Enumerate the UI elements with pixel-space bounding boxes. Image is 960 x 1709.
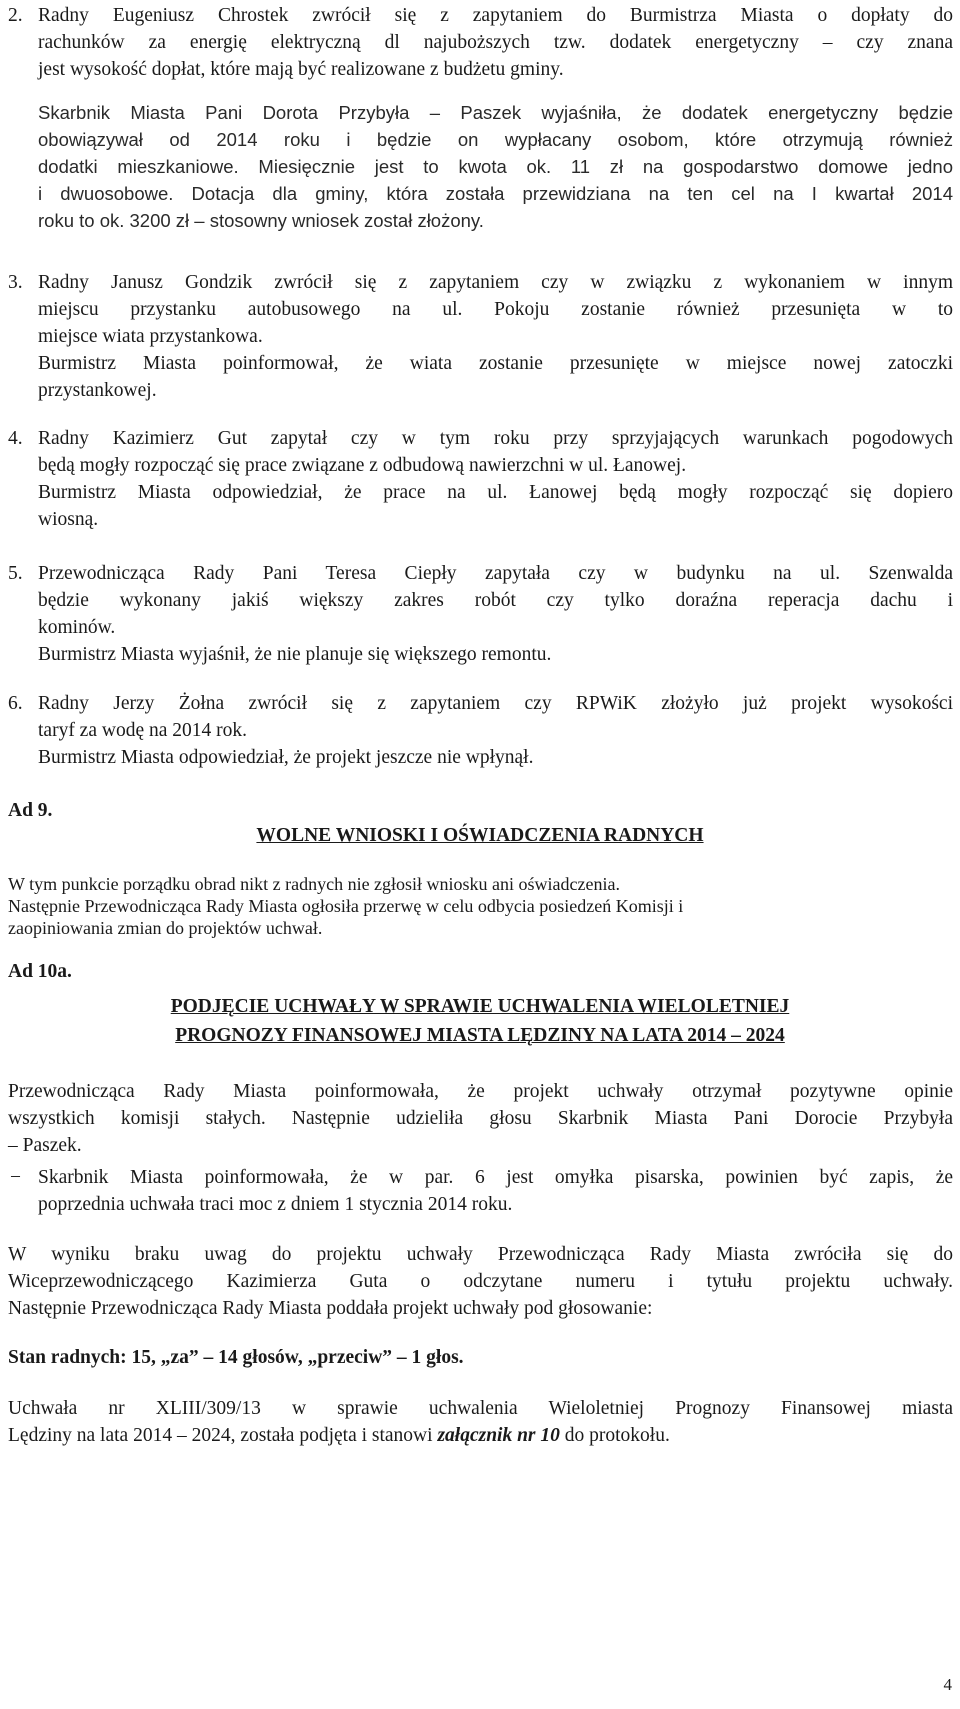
item-number: 6. [8, 693, 23, 714]
attachment-reference: załącznik nr 10 [437, 1425, 560, 1446]
question-paragraph [38, 425, 953, 533]
body-paragraph [8, 873, 948, 939]
text-line: kominów. [38, 617, 116, 638]
section-heading: WOLNE WNIOSKI I OŚWIADCZENIA RADNYCH [256, 825, 704, 846]
text-line: Uchwała nr XLIII/309/13 w sprawie uchwalenia Wieloletniej Prognozy Finansowej miasta [8, 1398, 953, 1419]
resolution-text: do protokołu. [559, 1425, 670, 1446]
text-line: rachunków za energię elektryczną dl najuboższych tzw. dodatek energetyczny – czy znana [38, 32, 953, 53]
question-paragraph [38, 269, 953, 404]
text-line [8, 1422, 953, 1449]
section-label: Ad 10a. [8, 961, 72, 982]
vote-result: Stan radnych: 15, „za” – 14 głosów, „przeciw” – 1 głos. [8, 1347, 464, 1368]
resolution-paragraph [8, 1395, 953, 1449]
item-number: 5. [8, 563, 23, 584]
text-line: taryf za wodę na 2014 rok. [38, 720, 248, 741]
bullet-dash: − [10, 1167, 21, 1188]
text-line: dodatki mieszkaniowe. Miesięcznie jest to kwota ok. 11 zł na gospodarstwo domowe jedno [38, 156, 953, 177]
text-line: Następnie Przewodnicząca Rady Miasta ogłosiła przerwę w celu odbycia posiedzeń Komisji i [8, 896, 684, 916]
text-line: Skarbnik Miasta Pani Dorota Przybyła – Paszek wyjaśniła, że dodatek energetyczny będzie [38, 102, 953, 123]
text-line: jest wysokość dopłat, które mają być realizowane z budżetu gminy. [38, 59, 564, 80]
text-line: Przewodnicząca Rady Pani Teresa Ciepły zapytała czy w budynku na ul. Szenwalda [38, 563, 953, 584]
text-line: W tym punkcie porządku obrad nikt z radnych nie zgłosił wniosku ani oświadczenia. [8, 874, 620, 894]
text-line: Wiceprzewodniczącego Kazimierza Guta o odczytane numeru i tytułu projektu uchwały. [8, 1271, 953, 1292]
text-line: Radny Eugeniusz Chrostek zwrócił się z zapytaniem do Burmistrza Miasta o dopłaty do [38, 5, 953, 26]
text-line: i dwuosobowe. Dotacja dla gminy, która została przewidziana na ten cel na I kwartał 2014 [38, 183, 953, 204]
text-line: Radny Janusz Gondzik zwrócił się z zapytaniem czy w związku z wykonaniem w innym [38, 272, 953, 293]
page-number: 4 [943, 1675, 952, 1694]
section-heading: PODJĘCIE UCHWAŁY W SPRAWIE UCHWALENIA WIELOLETNIEJ [170, 996, 790, 1017]
text-line: miejsce wiata przystankowa. [38, 326, 263, 347]
item-number: 2. [8, 5, 23, 26]
text-line: Przewodnicząca Rady Miasta poinformowała, że projekt uchwały otrzymał pozytywne opinie [8, 1081, 953, 1102]
item-number: 4. [8, 428, 23, 449]
bullet-paragraph [38, 1164, 953, 1218]
text-line: Burmistrz Miasta odpowiedział, że prace na ul. Łanowej będą mogły rozpocząć się dopiero [38, 482, 953, 503]
text-line: – Paszek. [8, 1135, 82, 1156]
text-line: obowiązywał od 2014 roku i będzie on wypłacany osobom, które otrzymują również [38, 129, 953, 150]
text-line: Radny Kazimierz Gut zapytał czy w tym roku przy sprzyjających warunkach pogodowych [38, 428, 953, 449]
text-line: będą mogły rozpocząć się prace związane z odbudową nawierzchni w ul. Łanowej. [38, 455, 687, 476]
resolution-text: Lędziny na lata 2014 – 2024, została podjęta i stanowi [8, 1425, 438, 1446]
text-line: Skarbnik Miasta poinformowała, że w par. 6 jest omyłka pisarska, powinien być zapis, że [38, 1167, 953, 1188]
answer-paragraph [38, 99, 953, 234]
text-line: Następnie Przewodnicząca Rady Miasta poddała projekt uchwały pod głosowanie: [8, 1298, 653, 1319]
text-line: wszystkich komisji stałych. Następnie udzieliła głosu Skarbnik Miasta Pani Dorocie Przybyła [8, 1108, 953, 1129]
text-line: Radny Jerzy Żołna zwrócił się z zapytaniem czy RPWiK złożyło już projekt wysokości [38, 693, 953, 714]
body-paragraph [8, 1078, 953, 1159]
text-line: przystankowej. [38, 380, 157, 401]
text-line: Burmistrz Miasta poinformował, że wiata zostanie przesunięte w miejsce nowej zatoczki [38, 353, 953, 374]
text-line: zaopiniowania zmian do projektów uchwał. [8, 918, 323, 938]
text-line: Burmistrz Miasta odpowiedział, że projekt jeszcze nie wpłynął. [38, 747, 534, 768]
section-label: Ad 9. [8, 800, 53, 821]
text-line: wiosną. [38, 509, 99, 530]
text-line: roku to ok. 3200 zł – stosowny wniosek został złożony. [38, 210, 484, 231]
item-number: 3. [8, 272, 23, 293]
text-line: będzie wykonany jakiś większy zakres robót czy tylko doraźna reperacja dachu i [38, 590, 953, 611]
question-paragraph [38, 2, 953, 83]
text-line: miejscu przystanku autobusowego na ul. Pokoju zostanie również przesunięta w to [38, 299, 953, 320]
question-paragraph [38, 690, 953, 771]
text-line: Burmistrz Miasta wyjaśnił, że nie planuje się większego remontu. [38, 644, 552, 665]
section-heading: PROGNOZY FINANSOWEJ MIASTA LĘDZINY NA LATA 2014 – 2024 [175, 1025, 785, 1046]
body-paragraph [8, 1241, 953, 1322]
text-line: W wyniku braku uwag do projektu uchwały Przewodnicząca Rady Miasta zwróciła się do [8, 1244, 953, 1265]
question-paragraph [38, 560, 953, 668]
text-line: poprzednia uchwała traci moc z dniem 1 stycznia 2014 roku. [38, 1194, 513, 1215]
